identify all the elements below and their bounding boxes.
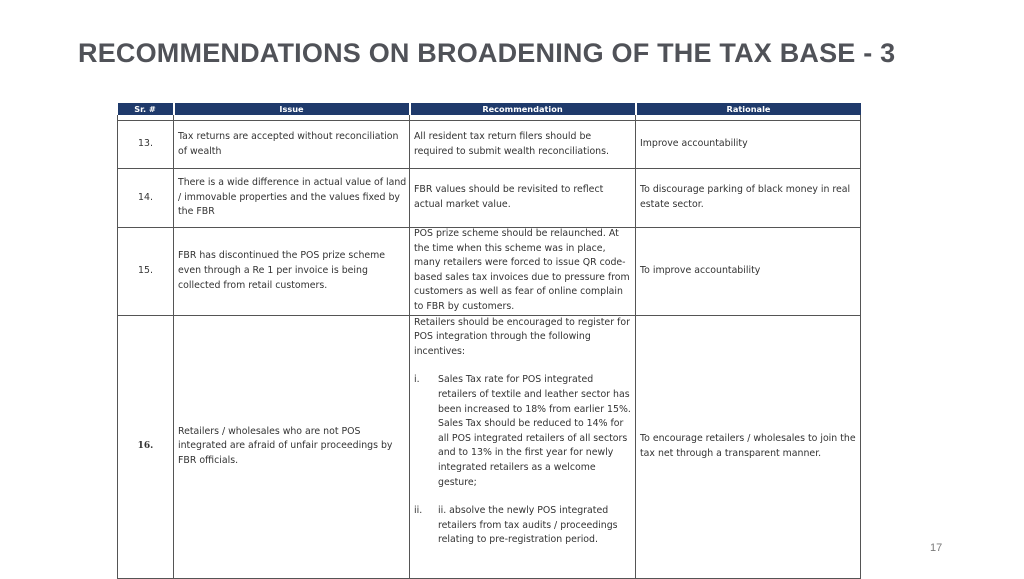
- page-title: RECOMMENDATIONS ON BROADENING OF THE TAX BASE - 3: [78, 38, 896, 68]
- list-marker: ii.: [414, 505, 423, 517]
- row-recommendation: [410, 228, 636, 316]
- table-header-row: [118, 103, 861, 115]
- list-marker: i.: [414, 374, 420, 386]
- row-sr: 14.: [118, 169, 174, 228]
- row-recommendation: [410, 315, 636, 578]
- row-recommendation: All resident tax return filers should be required to submit wealth reconciliations.: [410, 121, 636, 169]
- header-recommendation: Recommendation: [410, 103, 636, 115]
- recommendation-list: [414, 373, 633, 548]
- row-rationale: To encourage retailers / wholesales to join the tax net through a transparent manner.: [636, 315, 861, 578]
- row-issue: Retailers / wholesales who are not POS integrated are afraid of unfair proceedings by FBR officials.: [174, 315, 410, 578]
- recommendation-text: POS prize scheme should be relaunched. At the time when this scheme was in place, many retailers were forced to issue QR code-based sales tax invoices due to pressure from customers as well as fear of online complain to FBR by customers.: [414, 228, 630, 312]
- row-rationale: Improve accountability: [636, 121, 861, 169]
- row-rationale: To improve accountability: [636, 228, 861, 316]
- header-rationale: Rationale: [636, 103, 861, 115]
- header-sr: Sr. #: [118, 103, 174, 115]
- recommendations-table: [117, 103, 861, 579]
- list-item-text: ii. absolve the newly POS integrated retailers from tax audits / proceedings relating to pre-registration period.: [438, 505, 618, 546]
- row-rationale: To discourage parking of black money in real estate sector.: [636, 169, 861, 228]
- row-sr: 13.: [118, 121, 174, 169]
- row-issue: There is a wide difference in actual value of land / immovable properties and the values fixed by the FBR: [174, 169, 410, 228]
- table-row: [118, 121, 861, 169]
- row-issue: FBR has discontinued the POS prize scheme even through a Re 1 per invoice is being collected from retail customers.: [174, 228, 410, 316]
- row-issue: Tax returns are accepted without reconciliation of wealth: [174, 121, 410, 169]
- row-recommendation: FBR values should be revisited to reflect actual market value.: [410, 169, 636, 228]
- list-item: [414, 504, 633, 548]
- list-item: [414, 373, 633, 490]
- table-row: [118, 315, 861, 578]
- header-issue: Issue: [174, 103, 410, 115]
- table-row: [118, 169, 861, 228]
- page-number: 17: [930, 542, 943, 554]
- row-sr: 15.: [118, 228, 174, 316]
- recommendation-intro: Retailers should be encouraged to register for POS integration through the following incentives:: [414, 316, 630, 357]
- table-row: [118, 228, 861, 316]
- row-sr: 16.: [118, 315, 174, 578]
- list-item-text: Sales Tax rate for POS integrated retailers of textile and leather sector has been increased to 18% from earlier 15%. Sales Tax should be reduced to 14% for all POS integrated retailers of all sectors and to 13% in the first year for newly integrated retailers as a welcome gesture;: [438, 374, 631, 488]
